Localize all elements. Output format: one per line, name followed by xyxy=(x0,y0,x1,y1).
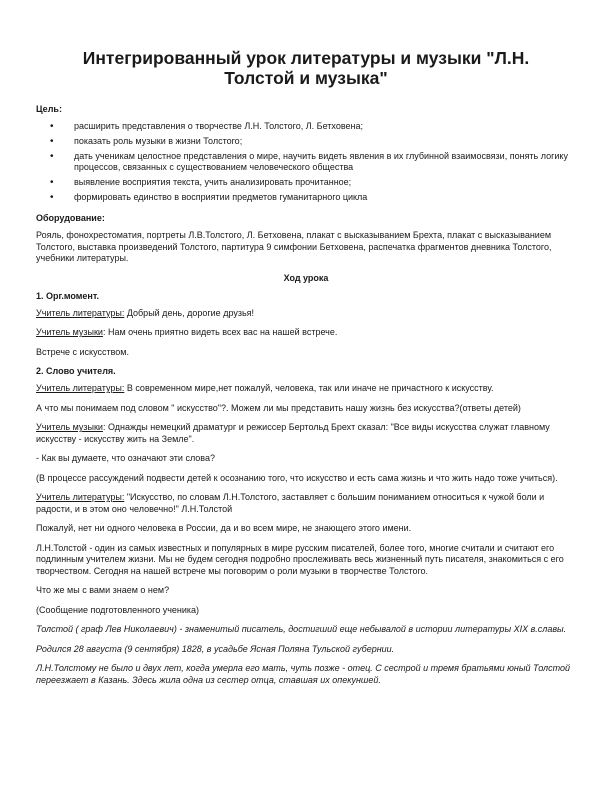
speech-text: : Нам очень приятно видеть всех вас на нашей встрече. xyxy=(102,327,338,337)
goal-text: формировать единство в восприятии предметов гуманитарного цикла xyxy=(74,192,368,202)
speaker-label: Учитель музыки xyxy=(36,327,103,337)
bullet-icon: • xyxy=(50,177,54,188)
equipment-heading: Оборудование: xyxy=(36,213,105,223)
paragraph: Пожалуй, нет ни одного человека в России, да и во всем мире, не знающего этого имени. xyxy=(36,523,412,533)
paragraph: Л.Н.Толстому не было и двух лет, когда умерла его мать, чуть позже - отец. С сестрой и тремя братьями юный Толстой переезжает в Казань. Здесь жила одна из сестер отца, ставшая их опекуншей. xyxy=(36,663,571,685)
speaker-label: Учитель литературы: xyxy=(36,383,125,393)
paragraph: (В процессе рассуждений подвести детей к осознанию того, что искусство и есть сама жизнь и что жить надо тоже учиться). xyxy=(36,472,558,483)
bullet-icon: • xyxy=(50,192,54,203)
goal-item xyxy=(50,177,576,188)
speech-text: В современном мире,нет пожалуй, человека, так или иначе не причастного к искусству. xyxy=(124,383,494,393)
goal-text: выявление восприятия текста, учить анализировать прочитанное; xyxy=(74,177,352,187)
paragraph xyxy=(36,327,576,339)
speech-text: "Искусство, по словам Л.Н.Толстого, заставляет с большим пониманием относиться к чужой боли и радости, и в этом оно человечно!" Л.Н.Толстой xyxy=(36,492,545,514)
goal-text: дать ученикам целостное представления о мире, научить видеть явления в их глубинной взаимосвязи, понять логику процессов, связанных с существованием человеческого общества xyxy=(74,151,568,172)
document-page xyxy=(36,48,576,694)
speaker-label: Учитель литературы: xyxy=(36,492,125,502)
bullet-icon: • xyxy=(50,151,54,162)
paragraph xyxy=(36,383,576,395)
section-2-heading: 2. Слово учителя. xyxy=(36,366,116,376)
goals-list xyxy=(36,121,576,203)
section-1-heading: 1. Орг.момент. xyxy=(36,290,99,301)
paragraph xyxy=(36,308,576,320)
goal-item xyxy=(50,121,576,132)
speaker-label: Учитель музыки xyxy=(36,422,103,432)
lesson-heading: Ход урока xyxy=(283,272,329,283)
speech-text: Добрый день, дорогие друзья! xyxy=(124,307,255,318)
bullet-icon: • xyxy=(50,121,54,132)
title-line-1: Интегрированный урок литературы и музыки "Л.Н. xyxy=(82,48,530,68)
paragraph xyxy=(36,422,576,445)
document-title xyxy=(36,48,576,88)
speaker-label: Учитель литературы: xyxy=(36,307,125,318)
goal-item xyxy=(50,192,576,203)
goal-item xyxy=(50,151,576,173)
goals-heading: Цель: xyxy=(36,104,62,114)
goal-text: расширить представления о творчестве Л.Н. Толстого, Л. Бетховена; xyxy=(74,121,363,131)
speech-text: : Однажды немецкий драматург и режиссер Бертольд Брехт сказал: "Все виды искусства служат главному искусству - искусству жить на Земле". xyxy=(36,422,550,444)
paragraph: Что же мы с вами знаем о нем? xyxy=(36,585,170,595)
bullet-icon: • xyxy=(50,136,54,147)
goal-text: показать роль музыки в жизни Толстого; xyxy=(74,136,243,146)
paragraph xyxy=(36,492,576,515)
paragraph: Л.Н.Толстой - один из самых известных и популярных в мире русским писателей, более того, многие считали и считают его подлинным учителем жизни. Мы не будем сегодня подробно прослеживать весь жизненный путь писателя, знакомиться с его творчеством. Сегодня на нашей встрече мы поговорим о роли музыки в творчестве Толстого. xyxy=(36,542,564,576)
paragraph: - Как вы думаете, что означают эти слова? xyxy=(36,453,215,463)
paragraph: Встрече с искусством. xyxy=(36,346,129,357)
paragraph: Родился 28 августа (9 сентября) 1828, в усадьбе Ясная Поляна Тульской губернии. xyxy=(36,643,395,654)
paragraph: Толстой ( граф Лев Николаевич) - знаменитый писатель, достигший еще небывалой в истории литературы XIX в.славы. xyxy=(36,624,567,634)
title-line-2: Толстой и музыка" xyxy=(224,68,388,88)
goal-item xyxy=(50,136,576,147)
paragraph: (Сообщение подготовленного ученика) xyxy=(36,604,200,615)
equipment-text: Рояль, фонохрестоматия, портреты Л.В.Толстого, Л. Бетховена, плакат с высказыванием Брехта, плакат с высказыванием Толстого, выставка произведений Толстого, партитура 9 симфонии Бетховена, распечатка фрагментов дневника Толстого, учебники литературы. xyxy=(36,230,552,263)
paragraph: А что мы понимаем под словом " искусство"?. Можем ли мы представить нашу жизнь без искусства?(ответы детей) xyxy=(36,402,521,413)
